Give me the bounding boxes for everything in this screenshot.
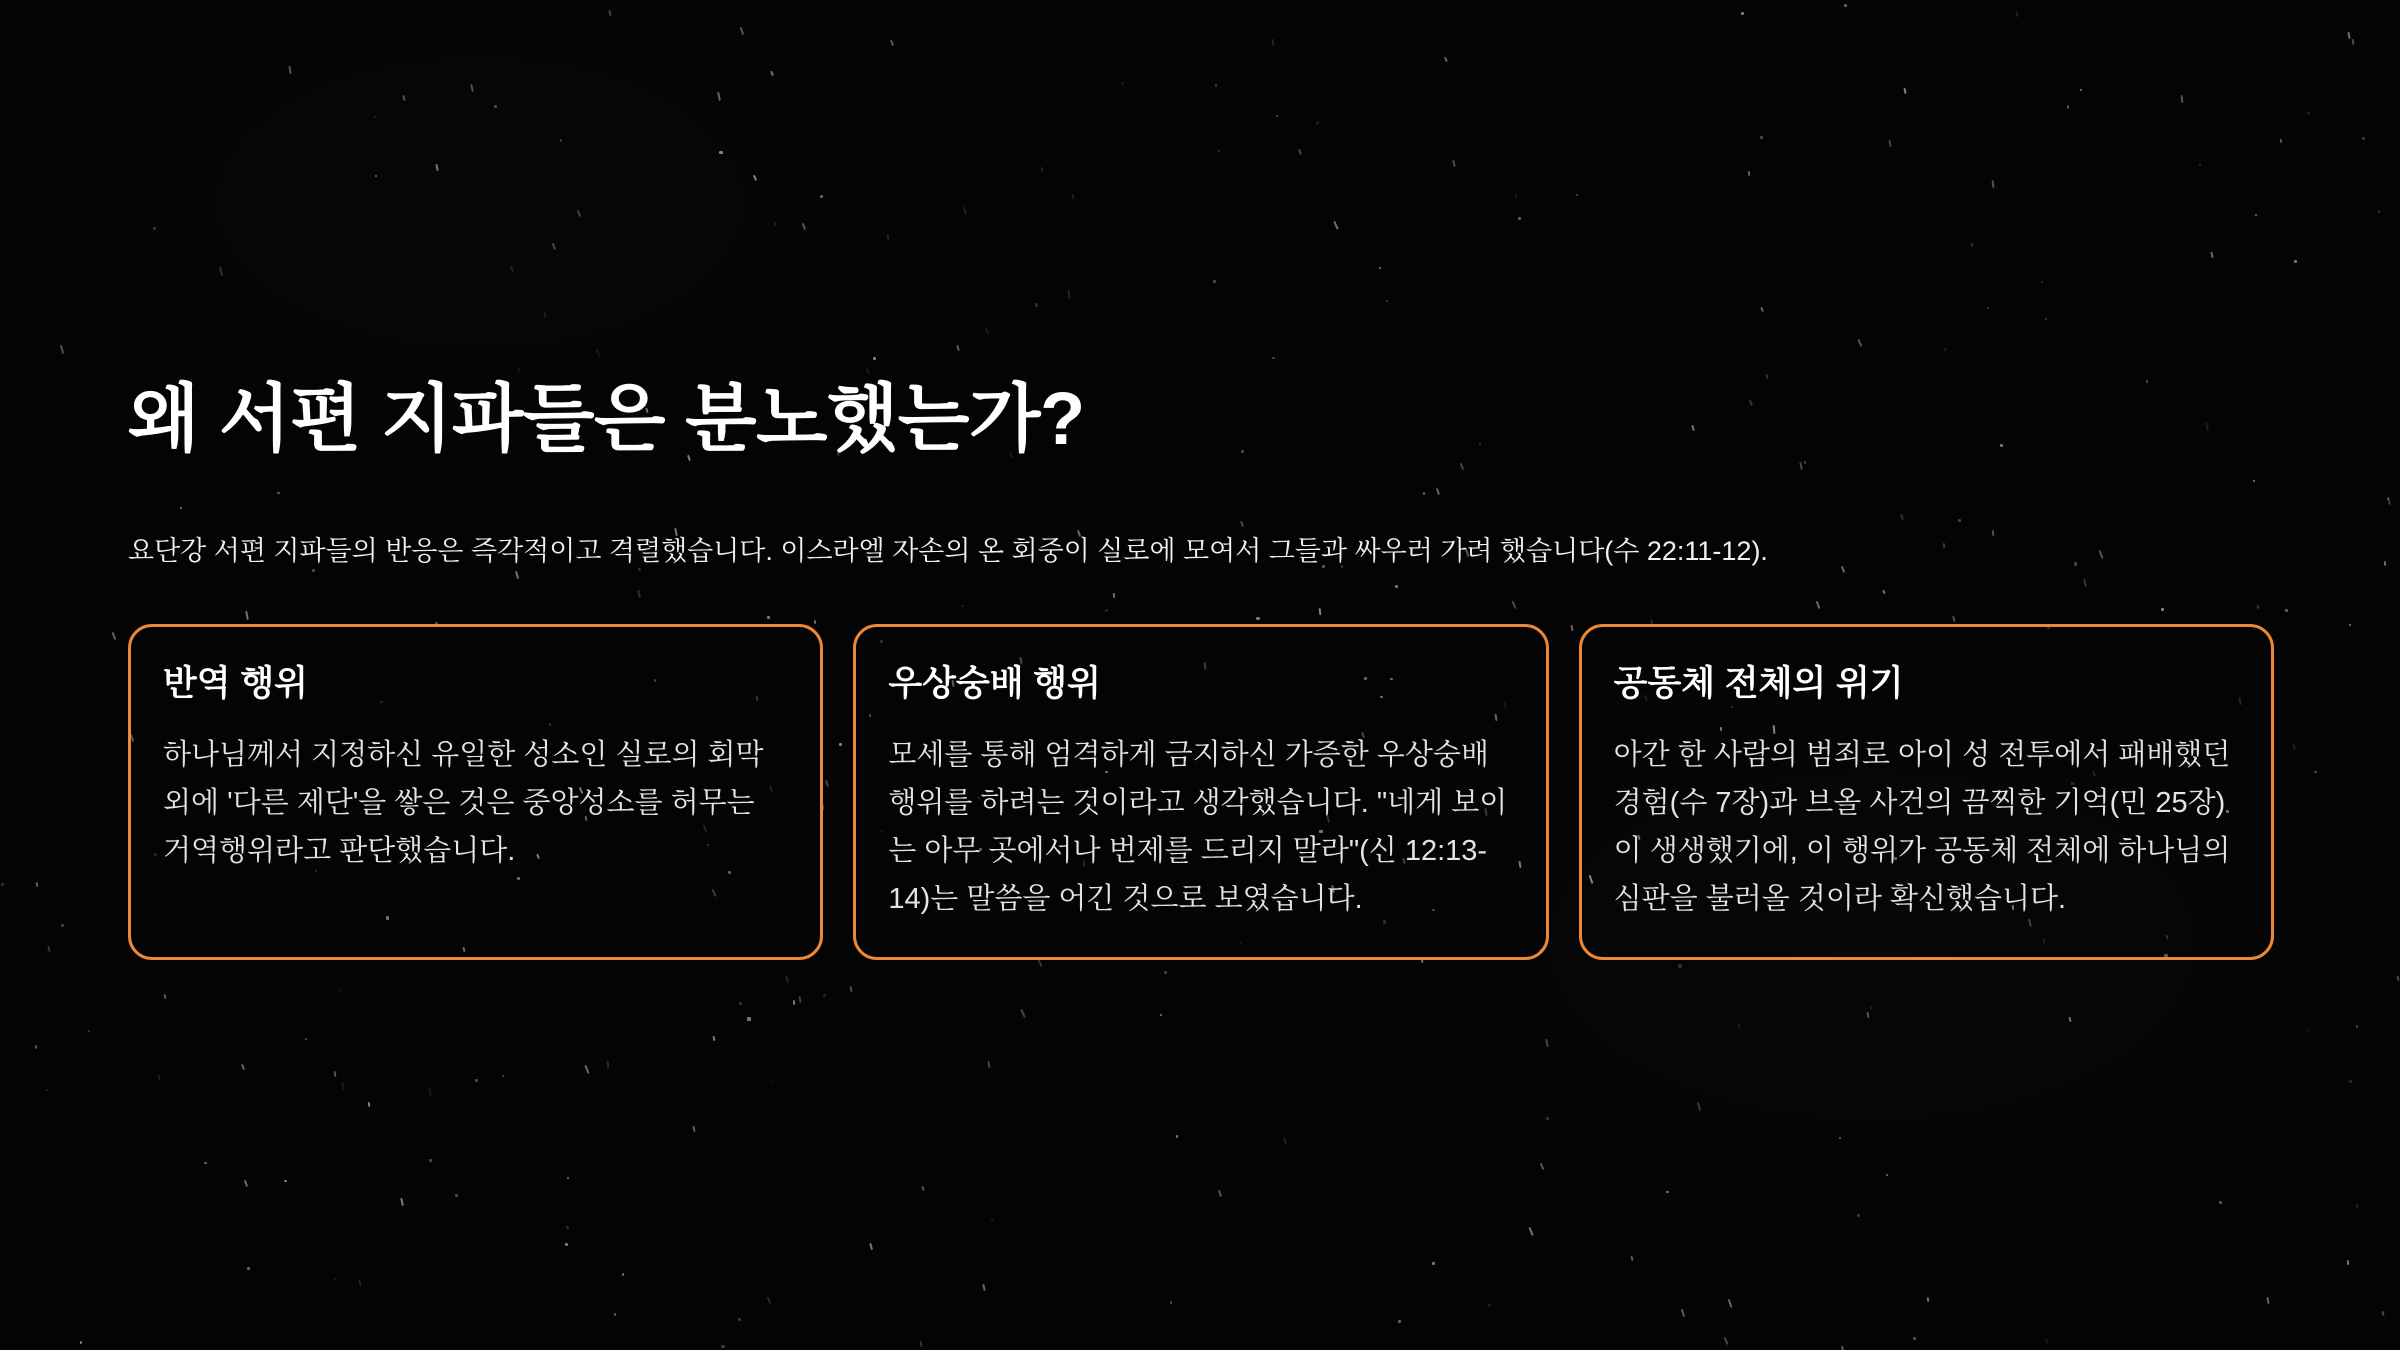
star-speck bbox=[2068, 1017, 2071, 1022]
star-speck bbox=[35, 882, 37, 887]
star-speck bbox=[2387, 498, 2389, 500]
card-body: 아간 한 사람의 범죄로 아이 성 전투에서 패배했던 경험(수 7장)과 브올 사건의 끔찍한 기억(민 25장)이 생생했기에, 이 행위가 공동체 전체에 하나님의 심판을 불러올 것이라 확신했습니다. bbox=[1613, 738, 2231, 915]
star-speck bbox=[157, 1075, 159, 1080]
star-speck bbox=[1857, 1214, 1860, 1217]
star-speck bbox=[567, 1177, 569, 1179]
star-speck bbox=[1631, 1256, 1633, 1261]
star-speck bbox=[739, 1002, 742, 1005]
star-speck bbox=[1164, 971, 1167, 974]
star-speck bbox=[1666, 1191, 1668, 1193]
star-speck bbox=[982, 1284, 985, 1291]
star-speck bbox=[2294, 260, 2297, 263]
star-speck bbox=[1681, 1308, 1685, 1316]
star-speck bbox=[284, 1180, 287, 1183]
star-speck bbox=[305, 1038, 308, 1041]
star-speck bbox=[919, 1341, 921, 1347]
star-speck bbox=[921, 1186, 924, 1191]
star-speck bbox=[1697, 1102, 1701, 1111]
star-speck bbox=[88, 1030, 90, 1032]
star-speck bbox=[333, 1071, 335, 1077]
star-speck bbox=[1528, 1227, 1533, 1236]
star-speck bbox=[1038, 959, 1043, 967]
star-speck bbox=[2347, 32, 2350, 39]
star-speck bbox=[1283, 1137, 1286, 1144]
star-speck bbox=[721, 1345, 724, 1348]
card-body: 하나님께서 지정하신 유일한 성소인 실로의 회막 외에 '다른 제단'을 쌓은 것은 중앙성소를 허무는 거역행위라고 판단했습니다. bbox=[163, 738, 764, 867]
star-speck bbox=[823, 994, 826, 997]
card-idolatry bbox=[853, 624, 1548, 960]
star-speck bbox=[80, 1341, 83, 1344]
star-speck bbox=[770, 1080, 772, 1082]
star-speck bbox=[1678, 964, 1681, 967]
star-speck bbox=[1, 883, 4, 886]
star-speck bbox=[1738, 1023, 1740, 1029]
star-speck bbox=[614, 1313, 617, 1316]
page-title: 왜 서편 지파들은 분노했는가? bbox=[128, 377, 1085, 460]
star-speck bbox=[1398, 1320, 1401, 1323]
star-speck bbox=[1839, 1137, 1841, 1139]
star-speck bbox=[2306, 1030, 2308, 1032]
star-speck bbox=[35, 1045, 38, 1050]
star-speck bbox=[1926, 1297, 1928, 1303]
star-speck bbox=[850, 986, 853, 992]
star-speck bbox=[2280, 139, 2282, 143]
star-speck bbox=[164, 993, 166, 998]
star-speck bbox=[793, 1000, 795, 1005]
star-speck bbox=[2219, 1201, 2222, 1204]
star-speck bbox=[869, 1243, 872, 1250]
star-speck bbox=[204, 1162, 206, 1164]
star-speck bbox=[2346, 1260, 2348, 1265]
star-speck bbox=[2307, 112, 2310, 115]
star-speck bbox=[2349, 1080, 2352, 1083]
star-speck bbox=[1540, 1163, 1544, 1170]
page-subtitle: 요단강 서편 지파들의 반응은 즉각적이고 격렬했습니다. 이스라엘 자손의 온 회중이 실로에 모여서 그들과 싸우러 가려 했습니다(수 22:11-12). bbox=[128, 536, 1768, 567]
star-speck bbox=[46, 1089, 48, 1091]
star-speck bbox=[713, 1036, 715, 1041]
star-speck bbox=[1176, 1135, 1178, 1137]
star-speck bbox=[429, 1159, 432, 1162]
star-speck bbox=[2382, 1311, 2385, 1316]
star-speck bbox=[244, 1180, 248, 1187]
star-speck bbox=[333, 1278, 336, 1281]
star-speck bbox=[1866, 1012, 1869, 1019]
star-speck bbox=[2349, 624, 2351, 626]
star-speck bbox=[991, 1219, 994, 1222]
star-speck bbox=[2356, 1025, 2359, 1028]
star-speck bbox=[401, 1198, 404, 1206]
cards-row bbox=[128, 624, 2274, 960]
star-speck bbox=[606, 1060, 608, 1067]
star-speck bbox=[60, 344, 64, 353]
star-speck bbox=[2356, 1204, 2358, 1208]
star-speck bbox=[622, 1273, 625, 1276]
star-speck bbox=[1545, 1039, 1548, 1048]
star-speck bbox=[1841, 1346, 1844, 1350]
star-speck bbox=[2396, 976, 2398, 981]
star-speck bbox=[1913, 1337, 1916, 1340]
star-speck bbox=[623, 1030, 625, 1032]
star-speck bbox=[341, 1082, 344, 1090]
star-speck bbox=[2044, 1338, 2049, 1345]
star-speck bbox=[747, 1017, 750, 1020]
star-speck bbox=[1869, 1006, 1871, 1011]
card-rebellion bbox=[128, 624, 823, 960]
star-speck bbox=[247, 1267, 250, 1270]
slide-content bbox=[128, 0, 2274, 960]
star-speck bbox=[584, 1065, 589, 1074]
star-speck bbox=[368, 1102, 370, 1107]
star-speck bbox=[1432, 1262, 1435, 1265]
star-speck bbox=[502, 1075, 505, 1078]
star-speck bbox=[2352, 39, 2354, 45]
star-speck bbox=[241, 1064, 245, 1070]
star-speck bbox=[785, 976, 789, 983]
star-speck bbox=[455, 1194, 458, 1197]
star-speck bbox=[987, 1061, 990, 1068]
star-speck bbox=[1488, 1304, 1491, 1307]
star-speck bbox=[565, 1243, 568, 1246]
star-speck bbox=[693, 1126, 696, 1132]
star-speck bbox=[1546, 1117, 1549, 1120]
card-title: 반역 행위 bbox=[163, 663, 308, 703]
star-speck bbox=[112, 632, 116, 640]
star-speck bbox=[2285, 609, 2288, 612]
star-speck bbox=[47, 946, 50, 952]
star-speck bbox=[2292, 743, 2295, 750]
card-title: 공동체 전체의 위기 bbox=[1613, 663, 1904, 703]
star-speck bbox=[1218, 1190, 1222, 1197]
card-community-crisis bbox=[1579, 624, 2274, 960]
star-speck bbox=[1160, 1014, 1163, 1017]
star-speck bbox=[738, 1318, 741, 1321]
star-speck bbox=[798, 995, 801, 1002]
star-speck bbox=[428, 1087, 431, 1096]
card-body: 모세를 통해 엄격하게 금지하신 가증한 우상숭배 행위를 하려는 것이라고 생각했습니다. "네게 보이는 아무 곳에서나 번제를 드리지 말라"(신 12:13-14)는 말씀을 어긴 것으로 보였습니다. bbox=[888, 738, 1508, 915]
star-speck bbox=[766, 1297, 770, 1304]
star-speck bbox=[358, 1279, 361, 1285]
star-speck bbox=[2362, 137, 2365, 140]
star-speck bbox=[1886, 1174, 1888, 1176]
star-speck bbox=[1170, 1301, 1172, 1303]
star-speck bbox=[2266, 1297, 2269, 1304]
star-speck bbox=[475, 1079, 478, 1082]
star-speck bbox=[1728, 1299, 1732, 1308]
star-speck bbox=[1723, 1337, 1727, 1345]
star-speck bbox=[566, 1226, 569, 1229]
star-speck bbox=[2378, 210, 2380, 212]
card-title: 우상숭배 행위 bbox=[888, 663, 1101, 703]
star-speck bbox=[338, 989, 341, 992]
star-speck bbox=[2314, 771, 2317, 774]
star-speck bbox=[61, 924, 64, 927]
star-speck bbox=[1021, 1009, 1026, 1018]
star-speck bbox=[2383, 561, 2385, 566]
